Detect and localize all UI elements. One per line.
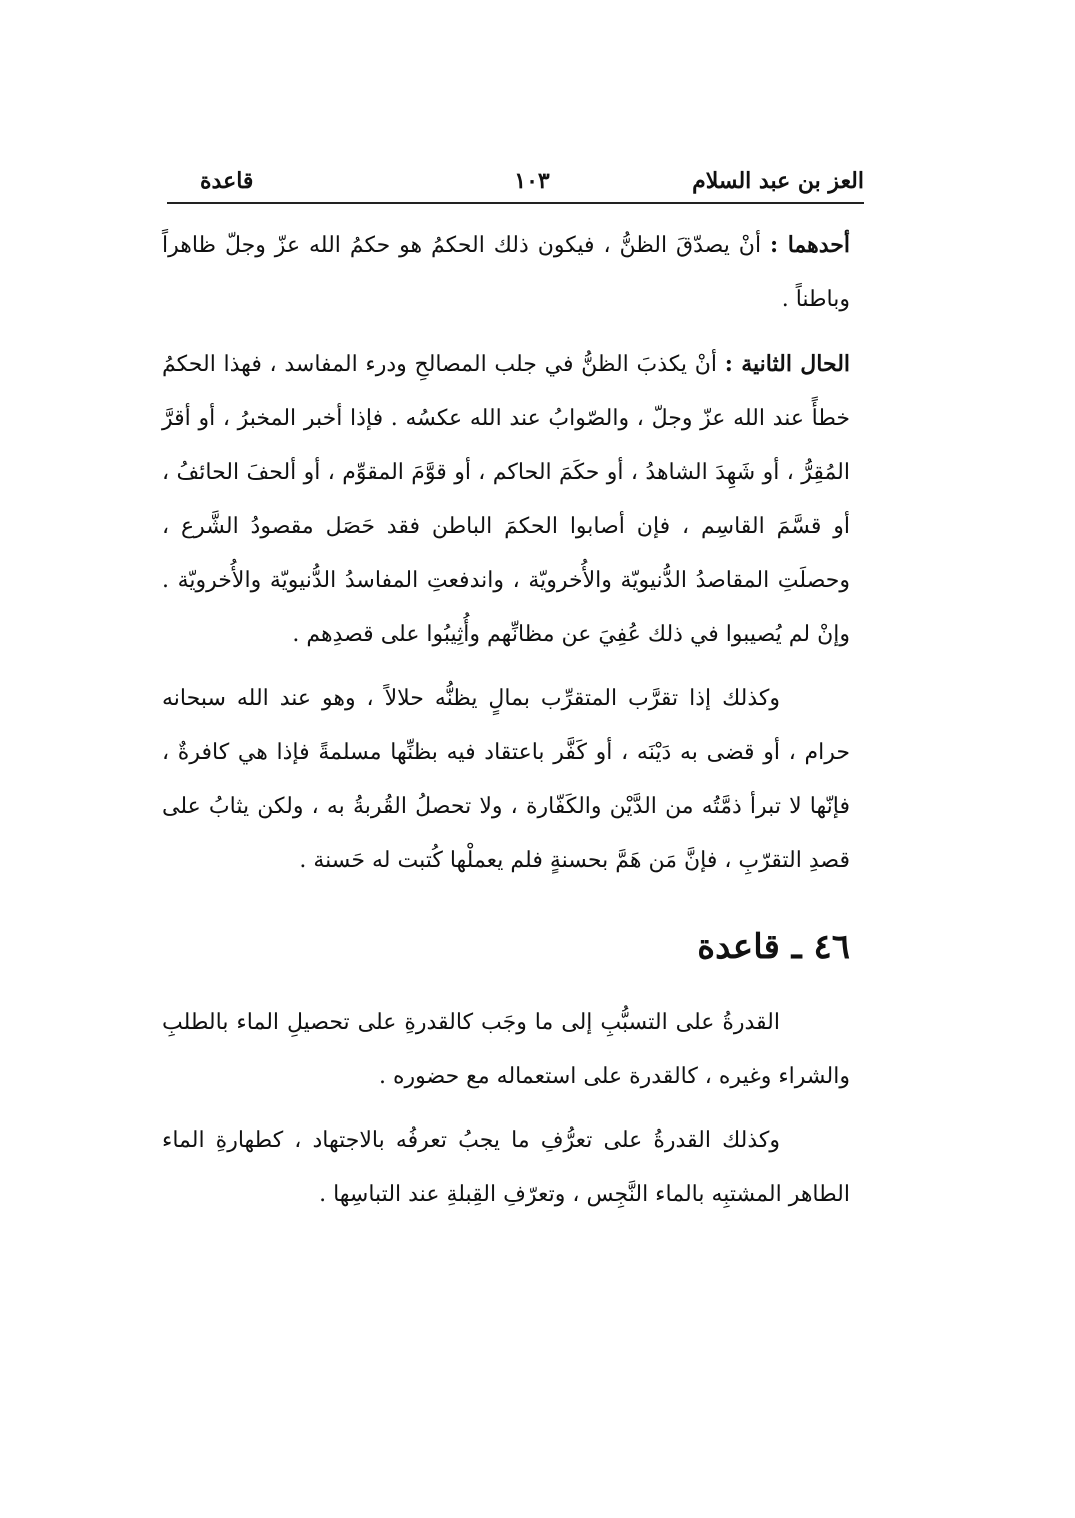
section-separator: ـ xyxy=(779,927,814,967)
header-page-number: ١٠٣ xyxy=(514,168,550,194)
section-title: قاعدة xyxy=(697,927,780,967)
paragraph-lead: أحدهما : xyxy=(769,232,850,258)
running-header xyxy=(200,168,864,202)
paragraph-text: وكذلك إذا تقرَّب المتقرِّب بمالٍ يظنُّه حلالاً ، وهو عند الله سبحانه حرام ، أو قضى به دَيْنَه ، أو كَفَّر باعتقاد فيه بظنِّها مسلمةً فإذا هي كافرةٌ ، فإنّها لا تبرأ ذمَّتُه من الدَّيْن والكَفّارة ، ولا تحصلُ القُربةُ به ، ولكن يثابُ على قصدِ التقرّبِ ، فإنَّ مَن هَمَّ بحسنةٍ فلم يعملْها كُتبت له حَسنة . xyxy=(162,686,850,873)
paragraph-text: أنْ يكذبَ الظنُّ في جلب المصالحِ ودرء المفاسد ، فهذا الحكمُ خطأً عند الله عزّ وجلّ ، والصّوابُ عند الله عكسُه . فإذا أخبر المخبرُ ، أو أقرَّ المُقِرُّ ، أو شَهِدَ الشاهدُ ، أو حكَمَ الحاكم ، أو قوَّمَ المقوِّم ، أو ألحفَ الحائفُ ، أو قسَّمَ القاسِم ، فإن أصابوا الحكمَ الباطن فقد حَصَل مقصودُ الشَّرع ، وحصلَتِ المقاصدُ الدُّنيويّة والأُخرويّة ، واندفعتِ المفاسدُ الدُّنيويّة والأُخرويّة . وإنْ لم يُصيبوا في ذلك عُفِيَ عن مظانِّهم وأُثِيبُوا على قصدِهم . xyxy=(162,352,850,647)
section-number: ٤٦ xyxy=(813,927,850,967)
paragraph-spacer xyxy=(162,662,850,672)
header-author: العز بن عبد السلام xyxy=(692,168,864,194)
paragraph-spacer xyxy=(162,327,850,337)
section-paragraph-ijtihad: وكذلك القدرةُ على تعرُّفِ ما يجبُ تعرفُه بالاجتهاد ، كطهارةِ الماء الطاهر المشتبِه بالماء النَّجِس ، وتعرّفِ القِبلةِ عند التباسِها . xyxy=(162,1128,850,1207)
paragraph-second-case xyxy=(162,337,850,662)
header-divider xyxy=(167,202,864,204)
page-body xyxy=(162,218,850,1222)
paragraph-taqarrub xyxy=(162,672,850,888)
paragraph-text: أنْ يصدّقَ الظنُّ ، فيكون ذلك الحكمُ هو حكمُ الله عزّ وجلّ ظاهراً وباطناً . xyxy=(162,233,850,312)
section-heading xyxy=(162,920,850,974)
header-running-title: قاعدة xyxy=(200,168,254,194)
paragraph-spacer xyxy=(162,1104,850,1114)
section-paragraph-ability: القدرةُ على التسبُّبِ إلى ما وجَب كالقدرةِ على تحصيلِ الماء بالطلبِ والشراء وغيره ، كالقدرة على استعماله مع حضوره . xyxy=(162,1010,850,1089)
paragraph-lead: الحال الثانية : xyxy=(724,351,851,377)
paragraph-first-case xyxy=(162,218,850,327)
